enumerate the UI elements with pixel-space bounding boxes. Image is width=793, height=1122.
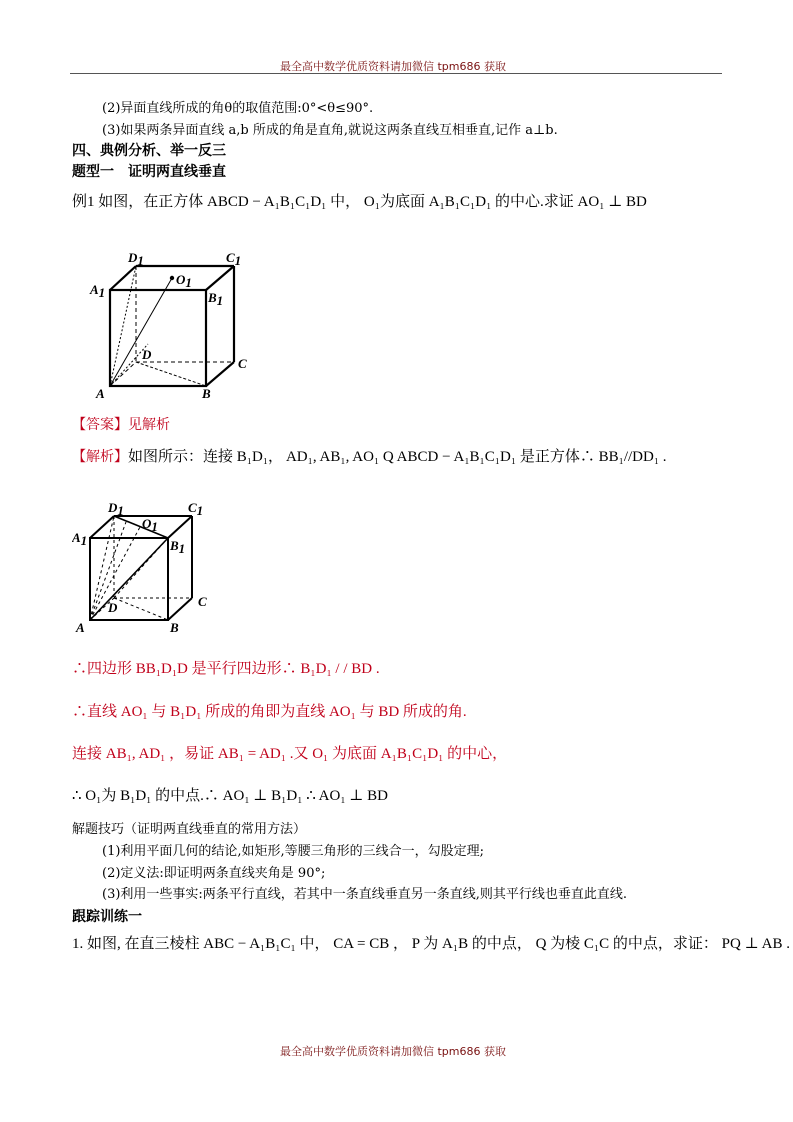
- label-C: C: [238, 356, 247, 371]
- range-line: (2)异面直线所成的角θ的取值范围:0°<θ≤90°.: [102, 101, 374, 116]
- tip-2: (2)定义法:即证明两条直线夹角是 90°;: [102, 866, 326, 881]
- label-D1: D1: [108, 500, 124, 518]
- cube-figure-1: [88, 248, 258, 403]
- exercise-1: 1. 如图, 在直三棱柱 ABC − A₁B₁C₁ 中， CA = CB ， P 为 A₁B 的中点， Q 为棱 C₁C 的中点，求证： PQ ⊥ AB .: [72, 936, 790, 952]
- question-type-heading: 题型一 证明两直线垂直: [72, 164, 226, 180]
- answer-line: [72, 414, 170, 434]
- label-A: A: [76, 620, 85, 635]
- cube-figure-2: [72, 498, 222, 638]
- label-D: D: [108, 600, 118, 615]
- label-C: C: [198, 594, 207, 609]
- analysis-text: 如图所示：连接 B₁D₁， AD₁, AB₁, AO₁ Q ABCD − A₁B₁C₁D₁ 是正方体∴ BB₁//DD₁ .: [128, 449, 667, 465]
- perpendicular-definition-line: (3)如果两条异面直线 a,b 所成的角是直角,就说这两条直线互相垂直,记作 a⊥b.: [102, 123, 558, 138]
- practice-heading: 跟踪训练一: [72, 909, 142, 925]
- solution-step-2: ∴直线 AO₁ 与 B₁D₁ 所成的角即为直线 AO₁ 与 BD 所成的角.: [72, 704, 467, 720]
- tip-3: (3)利用一些事实:两条平行直线，若其中一条直线垂直另一条直线,则其平行线也垂直此直线.: [102, 887, 628, 902]
- analysis-line: [72, 445, 667, 466]
- tips-title: 解题技巧（证明两直线垂直的常用方法）: [72, 822, 307, 837]
- solution-step-4: ∴ O₁为 B₁D₁ 的中点.∴ AO₁ ⊥ B₁D₁ ∴ AO₁ ⊥ BD: [72, 788, 389, 804]
- analysis-tag: 【解析】: [72, 449, 128, 465]
- answer-text: 见解析: [128, 417, 170, 433]
- label-O1: O1: [176, 272, 192, 290]
- label-C1: C1: [188, 500, 204, 518]
- label-A1: A1: [72, 530, 88, 548]
- label-B1: B1: [208, 290, 224, 308]
- label-B1: B1: [170, 538, 186, 556]
- solution-step-3: 连接 AB₁, AD₁ ，易证 AB₁ = AD₁ .又 O₁ 为底面 A₁B₁C₁D₁ 的中心，: [72, 746, 508, 762]
- label-B: B: [202, 386, 211, 401]
- example-1: 例1 如图，在正方体 ABCD − A₁B₁C₁D₁ 中， O₁为底面 A₁B₁C₁D₁ 的中心.求证 AO₁ ⊥ BD: [72, 194, 647, 210]
- label-O1: O1: [142, 516, 158, 534]
- section-heading: 四、典例分析、举一反三: [72, 143, 226, 159]
- label-A: A: [96, 386, 105, 401]
- label-D: D: [142, 347, 152, 362]
- page-header: 最全高中数学优质资料请加微信 tpm686 获取: [280, 60, 506, 73]
- label-C1: C1: [226, 250, 242, 268]
- label-D1: D1: [128, 250, 144, 268]
- answer-tag: 【答案】: [72, 417, 128, 433]
- solution-step-1: ∴四边形 BB₁D₁D 是平行四边形∴ B₁D₁ / / BD .: [72, 661, 380, 677]
- tip-1: (1)利用平面几何的结论,如矩形,等腰三角形的三线合一，勾股定理;: [102, 844, 485, 859]
- page-footer: 最全高中数学优质资料请加微信 tpm686 获取: [280, 1045, 506, 1058]
- header-rule: [70, 73, 722, 74]
- label-A1: A1: [90, 282, 106, 300]
- label-B: B: [170, 620, 179, 635]
